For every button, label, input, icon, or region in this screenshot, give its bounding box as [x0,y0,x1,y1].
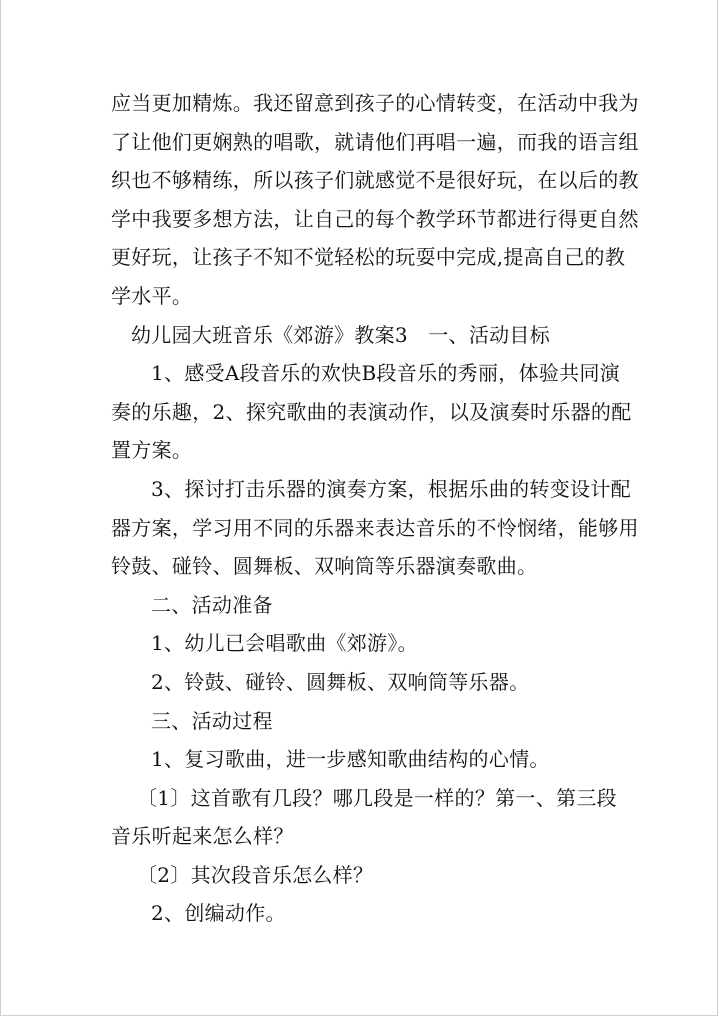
text-line: 学中我要多想方法，让自己的每个教学环节都进行得更自然 [111,206,639,231]
text-line: 奏的乐趣，2、探究歌曲的表演动作，以及演奏时乐器的配 [111,399,632,424]
text-line: 织也不够精练，所以孩子们就感觉不是很好玩，在以后的教 [111,168,639,193]
text-line: 〔2〕其次段音乐怎么样？ [137,862,374,887]
section-heading-line: 三、活动过程 [151,708,273,733]
section-heading-line: 幼儿园大班音乐《郊游》教案3 一、活动目标 [131,322,551,347]
document-body [111,84,639,933]
text-line: 1、感受A段音乐的欢快B段音乐的秀丽，体验共同演 [151,361,621,386]
text-line: 了让他们更娴熟的唱歌，就请他们再唱一遍，而我的语言组 [111,129,639,154]
text-line: 更好玩，让孩子不知不觉轻松的玩耍中完成,提高自己的教 [111,245,626,270]
text-line: 2、创编动作。 [151,901,286,926]
section-heading-line: 二、活动准备 [151,592,273,617]
text-line: 1、幼儿已会唱歌曲《郊游》。 [151,631,418,656]
text-line: 学水平。 [111,283,193,308]
text-line: 置方案。 [111,438,193,463]
text-line: 应当更加精炼。我还留意到孩子的心情转变，在活动中我为 [111,91,639,115]
text-line: 3、探讨打击乐器的演奏方案，根据乐曲的转变设计配 [151,476,631,501]
text-line: 2、铃鼓、碰铃、圆舞板、双响筒等乐器。 [151,669,530,694]
text-line: 1、复习歌曲，进一步感知歌曲结构的心情。 [151,747,550,772]
text-line: 音乐听起来怎么样？ [111,824,294,849]
text-line: 器方案，学习用不同的乐器来表达音乐的不怜悯绪，能够用 [111,515,639,540]
text-line: 〔1〕这首歌有几段？哪几段是一样的？第一、第三段 [137,785,617,810]
text-line: 铃鼓、碰铃、圆舞板、双响筒等乐器演奏歌曲。 [111,554,538,579]
